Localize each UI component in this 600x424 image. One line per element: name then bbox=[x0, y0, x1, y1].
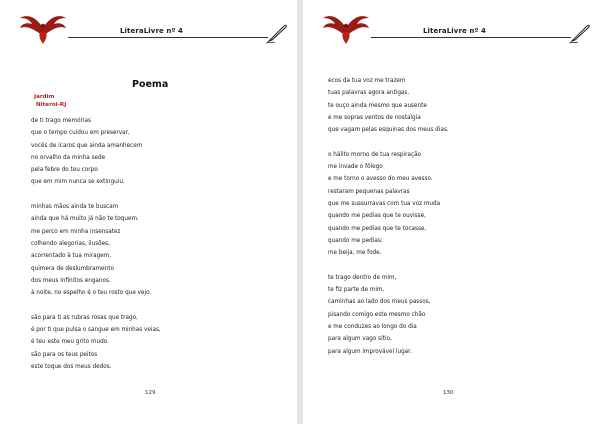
poem-line: ecos da tua voz me trazem bbox=[328, 78, 406, 84]
poem-line: e me conduzes ao longo do dia bbox=[328, 323, 417, 330]
phoenix-logo-icon bbox=[18, 6, 68, 46]
stanza-break bbox=[328, 259, 449, 271]
poem-line: me perco em minha insensatez bbox=[31, 228, 121, 235]
poem-line: dos meus infinitos enganos. bbox=[31, 277, 111, 284]
right-page bbox=[303, 0, 600, 424]
poem-line: caminhas ao lado dos meus passos, bbox=[328, 299, 431, 306]
poem-line: te ouço ainda mesmo que ausente bbox=[328, 102, 427, 109]
poem-line: colhendo alegorias, ilusões, bbox=[31, 240, 110, 247]
poem-line: de ti trago memórias bbox=[31, 118, 91, 124]
poem-line: que me sussurravas com tua voz muda bbox=[328, 200, 441, 207]
poem-line: são para ti as rubras rosas que trago, bbox=[31, 314, 138, 321]
poem-line: te trago dentro de mim, bbox=[328, 274, 397, 281]
poem-line: são para os teus peitos bbox=[31, 351, 98, 358]
right-poem-lines bbox=[328, 75, 449, 358]
poem-line: para algum improvável lugar. bbox=[328, 348, 412, 355]
poem-title: Poema bbox=[132, 79, 169, 90]
poem-line: pisando comigo este mesmo chão bbox=[328, 311, 426, 318]
poem-line: que vagam pelas esquinas dos meus dias. bbox=[328, 127, 449, 134]
poem-line: me invade o fôlego bbox=[328, 164, 383, 171]
poem-line: acorrentado à tua miragem, bbox=[31, 253, 112, 260]
poem-line: é por ti que pulsa o sangue em minhas veias, bbox=[31, 327, 161, 334]
poem-line: e me torno o avesso do meu avesso. bbox=[328, 176, 433, 183]
header-title: LiteraLivre nº 4 bbox=[120, 27, 184, 35]
poem-line: te fiz parte de mim, bbox=[328, 287, 385, 294]
header-rule bbox=[68, 37, 268, 38]
page-number: 130 bbox=[443, 390, 454, 396]
stanza-break bbox=[31, 189, 161, 201]
quill-pen-icon bbox=[266, 22, 288, 44]
left-poem-lines bbox=[31, 115, 161, 373]
left-page bbox=[0, 0, 297, 424]
poem-line: quando me pedias que te tocasse, bbox=[328, 225, 427, 232]
author-city: Niteroi-RJ bbox=[36, 102, 67, 108]
poem-line: à noite, no espelho é o teu rosto que vejo. bbox=[31, 290, 152, 297]
header-rule bbox=[371, 37, 571, 38]
poem-line: vocês de ícaros que ainda amanhecem bbox=[31, 142, 143, 149]
page-number: 129 bbox=[145, 390, 156, 396]
author-name: Jardim bbox=[34, 94, 55, 100]
poem-line: é teu este meu grito mudo. bbox=[31, 339, 109, 346]
poem-line: que em mim nunca se extinguiu. bbox=[31, 179, 125, 186]
header-title: LiteraLivre nº 4 bbox=[423, 27, 487, 35]
poem-line: restaram pequenas palavras bbox=[328, 188, 410, 195]
poem-line: este toque dos meus dedos. bbox=[31, 363, 112, 370]
poem-line: me beija, me fode. bbox=[328, 250, 382, 257]
poem-line: e me sopras ventos de nostalgia bbox=[328, 114, 421, 121]
stanza-break bbox=[31, 299, 161, 311]
stanza-break bbox=[328, 136, 449, 148]
quill-pen-icon bbox=[569, 22, 591, 44]
poem-line: para algum vago sítio, bbox=[328, 336, 392, 343]
poem-line: quando me pedias: bbox=[328, 237, 383, 244]
poem-line: o hálito morno de tua respiração bbox=[328, 151, 422, 158]
poem-line: quimera de deslumbramento bbox=[31, 265, 114, 272]
poem-line: ainda que há muito já não te toquem. bbox=[31, 216, 139, 223]
poem-line: que o tempo cuidou em preservar, bbox=[31, 130, 130, 137]
poem-line: quando me pedias que te ouvisse, bbox=[328, 213, 426, 220]
phoenix-logo-icon bbox=[321, 6, 371, 46]
poem-line: minhas mãos ainda te buscam bbox=[31, 204, 119, 211]
poem-line: no orvalho da minha sede bbox=[31, 154, 106, 161]
poem-line: tuas palavras agora antigas. bbox=[328, 90, 410, 97]
poem-line: pela febre do teu corpo bbox=[31, 167, 98, 174]
